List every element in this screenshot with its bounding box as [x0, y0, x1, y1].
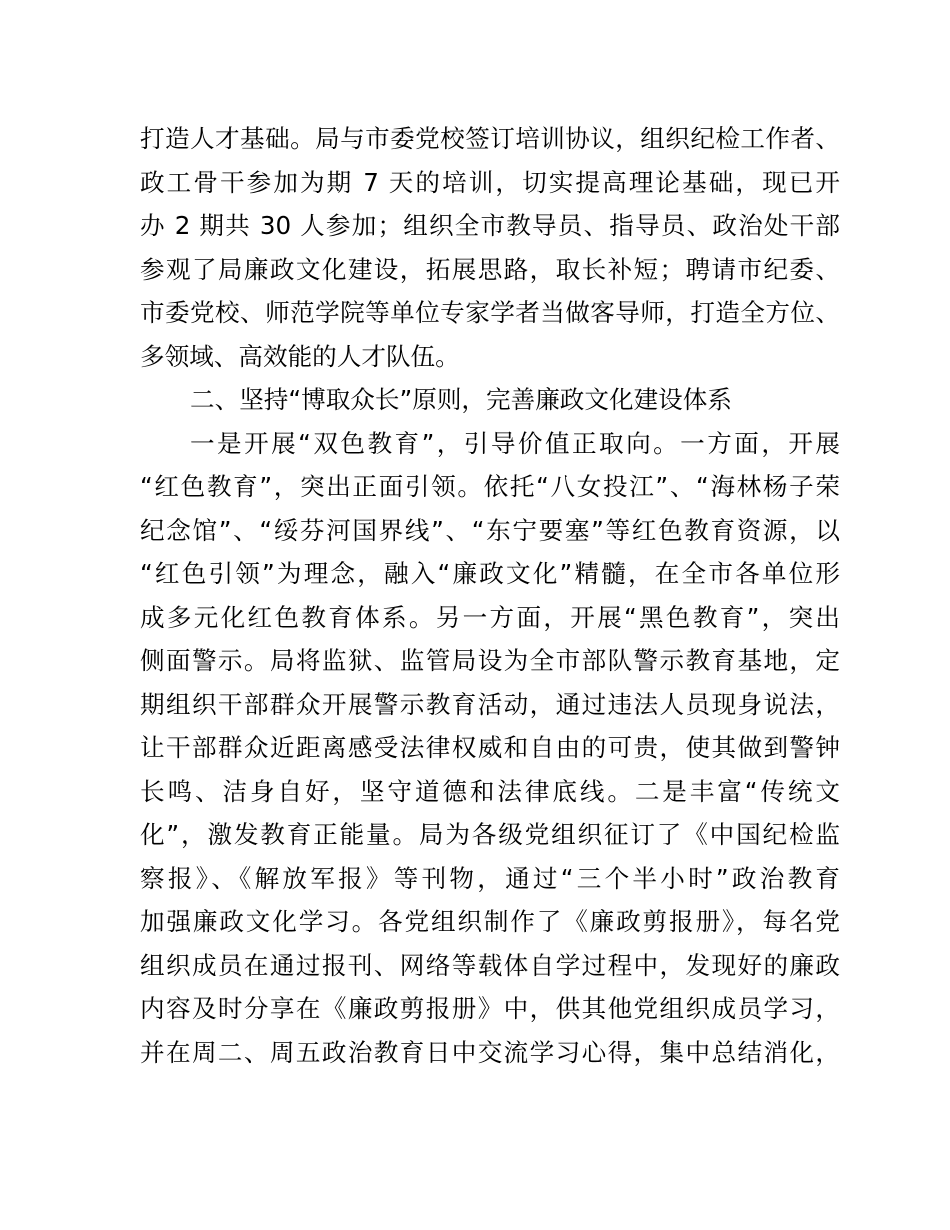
text-line: “红色引领”为理念，融入“廉政文化”精髓，在全市各单位形 — [140, 559, 840, 588]
text-line: 内容及时分享在《廉政剪报册》中，供其他党组织成员学习， — [140, 994, 840, 1023]
text-line: 办 2 期共 30 人参加；组织全市教导员、指导员、政治处干部 — [140, 211, 840, 240]
text-line: 打造人才基础。局与市委党校签订培训协议，组织纪检工作者、 — [140, 124, 840, 153]
document-body — [140, 117, 840, 1074]
text-line: 市委党校、师范学院等单位专家学者当做客导师，打造全方位、 — [140, 298, 840, 327]
text-line: 一是开展“双色教育”，引导价值正取向。一方面，开展 — [190, 428, 840, 458]
text-line: 察报》、《解放军报》等刊物，通过“三个半小时”政治教育 — [140, 863, 840, 893]
text-line: 化”，激发教育正能量。局为各级党组织征订了《中国纪检监 — [140, 820, 840, 849]
text-line: 期组织干部群众开展警示教育活动，通过违法人员现身说法， — [140, 689, 840, 719]
paragraph-talent-foundation — [140, 117, 840, 378]
text-line: “红色教育”，突出正面引领。依托“八女投江”、“海林杨子荣 — [140, 472, 840, 501]
section-heading: 二、坚持“博取众长”原则，完善廉政文化建设体系 — [190, 385, 732, 414]
text-line: 侧面警示。局将监狱、监管局设为全市部队警示教育基地，定 — [140, 646, 840, 675]
text-line: 纪念馆”、“绥芬河国界线”、“东宁要塞”等红色教育资源，以 — [140, 515, 840, 545]
text-line: 成多元化红色教育体系。另一方面，开展“黑色教育”，突出 — [140, 602, 840, 632]
text-line: 并在周二、周五政治教育日中交流学习心得，集中总结消化， — [140, 1037, 840, 1067]
paragraph-dual-color-education — [140, 422, 840, 1075]
text-line: 长鸣、洁身自好，坚守道德和法律底线。二是丰富“传统文 — [140, 776, 840, 806]
text-line: 多领域、高效能的人才队伍。 — [140, 341, 460, 371]
text-line: 政工骨干参加为期 7 天的培训，切实提高理论基础，现已开 — [140, 167, 840, 197]
text-line: 参观了局廉政文化建设，拓展思路，取长补短；聘请市纪委、 — [140, 254, 840, 284]
text-line: 组织成员在通过报刊、网络等载体自学过程中，发现好的廉政 — [140, 950, 840, 980]
text-line: 让干部群众近距离感受法律权威和自由的可贵，使其做到警钟 — [140, 733, 840, 762]
text-line: 加强廉政文化学习。各党组织制作了《廉政剪报册》，每名党 — [140, 907, 840, 936]
